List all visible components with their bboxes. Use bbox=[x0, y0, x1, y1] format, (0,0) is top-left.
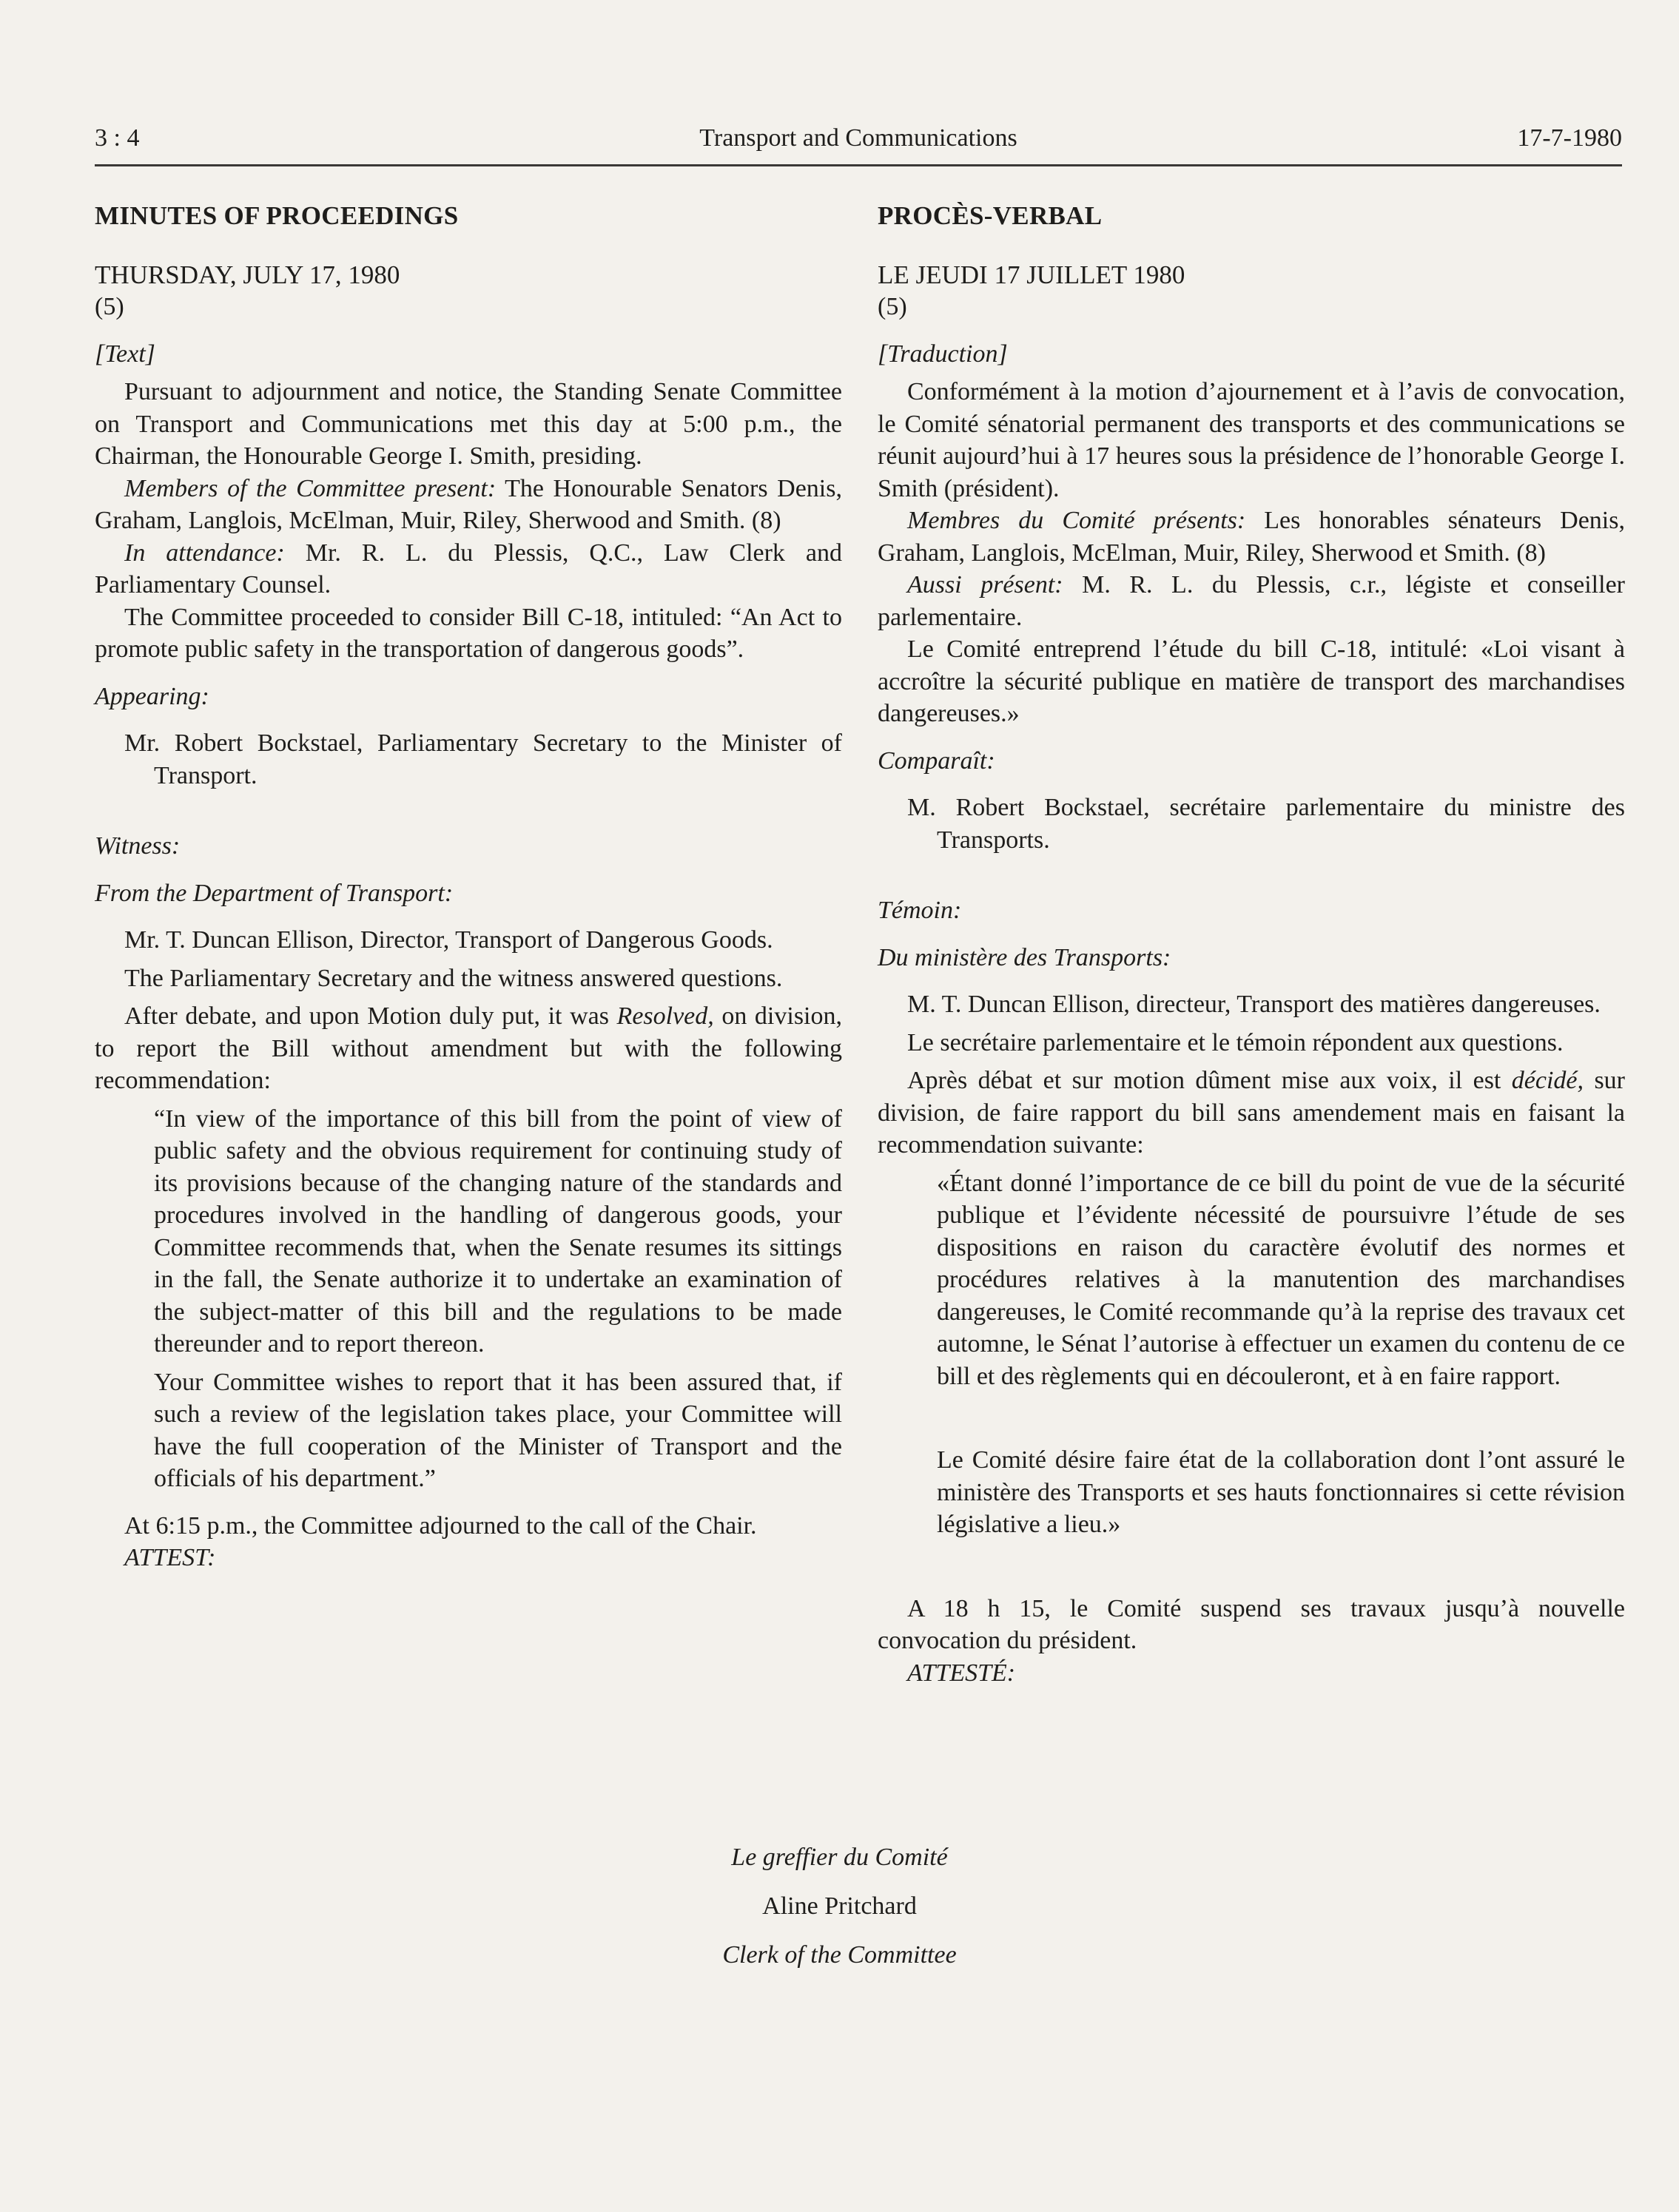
attendance-label-fr: Aussi présent: bbox=[907, 571, 1063, 598]
page-number: 3 : 4 bbox=[95, 124, 140, 152]
adjournment-paragraph: At 6:15 p.m., the Committee adjourned to the call of the Chair. bbox=[124, 1511, 757, 1540]
clerk-title-en: Clerk of the Committee bbox=[722, 1941, 957, 1969]
proces-verbal-heading: PROCÈS-VERBAL bbox=[878, 201, 1103, 230]
debate-text-b-fr: sur division, de faire rapport du bill sans amendement mais en faisant la recommendation suivante: bbox=[878, 1067, 1625, 1159]
english-column bbox=[95, 200, 842, 1574]
appearing-entry: Mr. Robert Bockstael, Parliamentary Secretary to the Minister of Transport. bbox=[124, 729, 842, 789]
minutes-heading: MINUTES OF PROCEEDINGS bbox=[95, 201, 459, 230]
members-text: The Honourable Senators Denis, Graham, Langlois, McElman, Muir, Riley, Sherwood and Smith. (8) bbox=[95, 474, 842, 534]
answered-paragraph: The Parliamentary Secretary and the witness answered questions. bbox=[124, 964, 783, 992]
members-label: Members of the Committee present: bbox=[124, 474, 497, 502]
resolved-word: Resolved, bbox=[616, 1002, 714, 1030]
debate-paragraph bbox=[95, 1000, 842, 1097]
attendance-label: In attendance: bbox=[124, 539, 285, 567]
members-text-fr: Les honorables sénateurs Denis, Graham, Langlois, McElman, Muir, Riley, Sherwood et Smith. (8) bbox=[878, 507, 1625, 567]
appearing-entry-fr: M. Robert Bockstael, secrétaire parlementaire du ministre des Transports. bbox=[907, 794, 1625, 854]
department-label-fr: Du ministère des Transports: bbox=[878, 943, 1171, 971]
french-column bbox=[878, 200, 1625, 1689]
witness-entry: Mr. T. Duncan Ellison, Director, Transport of Dangerous Goods. bbox=[124, 926, 773, 954]
witness-label-fr: Témoin: bbox=[878, 897, 962, 924]
publication-title: Transport and Communications bbox=[699, 124, 1017, 152]
signature-block bbox=[0, 1833, 1679, 1980]
decide-word: décidé, bbox=[1511, 1067, 1584, 1094]
sitting-number: (5) bbox=[95, 293, 124, 320]
sitting-date-fr: LE JEUDI 17 JUILLET 1980 bbox=[878, 260, 1185, 289]
witness-label: Witness: bbox=[95, 832, 181, 860]
debate-text-a-fr: Après débat et sur motion dûment mise aux voix, il est bbox=[907, 1067, 1512, 1094]
attendance-paragraph bbox=[95, 537, 842, 601]
adjournment-paragraph-fr: A 18 h 15, le Comité suspend ses travaux jusqu’à nouvelle convocation du président. bbox=[878, 1594, 1625, 1654]
header-date: 17-7-1980 bbox=[1517, 124, 1622, 152]
opening-paragraph: Pursuant to adjournment and notice, the Standing Senate Committee on Transport and Communications met this day at 5:00 p.m., the Chairman, the Honourable George I. Smith, presiding. bbox=[95, 378, 842, 470]
sitting-date: THURSDAY, JULY 17, 1980 bbox=[95, 260, 400, 289]
attest-label: ATTEST: bbox=[124, 1544, 216, 1571]
members-paragraph-fr bbox=[878, 505, 1625, 569]
cooperation-quote: Your Committee wishes to report that it has been assured that, if such a review of the legislation takes place, your Committee will have the full cooperation of the Minister of Transport and the officials of his department.” bbox=[154, 1368, 842, 1492]
recommendation-quote-fr: «Étant donné l’importance de ce bill du point de vue de la sécurité publique et l’évidente nécessité de poursuivre l’étude de ses dispositions en raison du caractère évolutif des normes et procédures relatives à la manutention des marchandises dangereuses, le Comité recommande qu’à la reprise des travaux cet automne, le Sénat l’autorise à effectuer un examen du contenu de ce bill et des règlements qui en découleront, et à en faire rapport. bbox=[937, 1169, 1625, 1390]
attendance-paragraph-fr bbox=[878, 569, 1625, 633]
opening-paragraph-fr: Conformément à la motion d’ajournement et à l’avis de convocation, le Comité sénatorial permanent des transports et des communications se réunit aujourd’hui à 17 heures sous la présidence de l’honorable George I. Smith (président). bbox=[878, 378, 1625, 502]
bill-paragraph-fr: Le Comité entreprend l’étude du bill C-18, intitulé: «Loi visant à accroître la sécurité publique en matière de transport des marchandises dangereuses.» bbox=[878, 635, 1625, 727]
header-rule bbox=[95, 164, 1622, 166]
page-header bbox=[95, 124, 1622, 166]
appearing-label-fr: Comparaît: bbox=[878, 746, 995, 775]
clerk-title-fr: Le greffier du Comité bbox=[731, 1844, 948, 1871]
clerk-name: Aline Pritchard bbox=[762, 1892, 917, 1920]
appearing-label: Appearing: bbox=[95, 682, 209, 710]
attest-label-fr: ATTESTÉ: bbox=[907, 1659, 1016, 1687]
witness-entry-fr: M. T. Duncan Ellison, directeur, Transport des matières dangereuses. bbox=[907, 991, 1601, 1018]
traduction-tag: [Traduction] bbox=[878, 340, 1008, 368]
sitting-number-fr: (5) bbox=[878, 293, 907, 320]
recommendation-quote: “In view of the importance of this bill from the point of view of public safety and the obvious requirement for continuing study of its provisions because of the changing nature of the standards and procedures involved in the handling of dangerous goods, your Committee recommends that, when the Senate resumes its sittings in the fall, the Senate authorize it to undertake an examination of the subject-matter of this bill and the regulations to be made thereunder and to report thereon. bbox=[154, 1105, 842, 1358]
answered-paragraph-fr: Le secrétaire parlementaire et le témoin répondent aux questions. bbox=[907, 1028, 1564, 1056]
members-label-fr: Membres du Comité présents: bbox=[907, 507, 1246, 534]
attendance-text: Mr. R. L. du Plessis, Q.C., Law Clerk and Parliamentary Counsel. bbox=[95, 539, 842, 598]
attendance-text-fr: M. R. L. du Plessis, c.r., légiste et conseiller parlementaire. bbox=[878, 571, 1625, 631]
members-paragraph bbox=[95, 473, 842, 537]
debate-paragraph-fr bbox=[878, 1065, 1625, 1161]
bill-paragraph: The Committee proceeded to consider Bill C-18, intituled: “An Act to promote public safety in the transportation of dangerous goods”. bbox=[95, 603, 842, 663]
cooperation-quote-fr: Le Comité désire faire état de la collaboration dont l’ont assuré le ministère des Transports et ses hauts fonctionnaires si cette révision législative a lieu.» bbox=[937, 1446, 1625, 1538]
department-label: From the Department of Transport: bbox=[95, 879, 454, 907]
text-tag: [Text] bbox=[95, 340, 155, 368]
debate-text-b: on division, to report the Bill without amendment but with the following recommendation: bbox=[95, 1002, 842, 1094]
debate-text-a: After debate, and upon Motion duly put, it was bbox=[124, 1002, 617, 1030]
